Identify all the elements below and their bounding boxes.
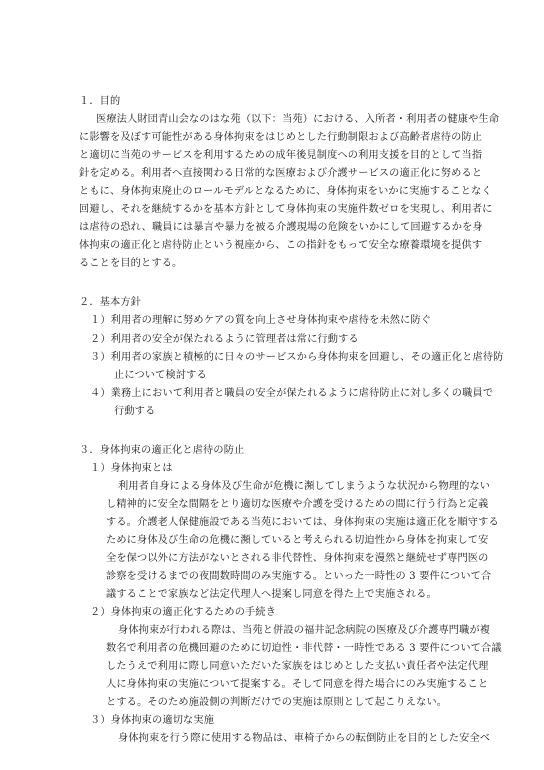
policy-item-continuation: 行動する <box>114 406 156 417</box>
policy-item: ３）利用者の家族と積極的に日々のサービスから身体拘束を回避し、その適正化と虐待防 <box>90 352 504 363</box>
subsection-line: 身体拘束が行われる際は、当苑と併設の福井記念病院の医療及び介護専門職が複 <box>118 625 491 636</box>
subsection-line: 利用者自身による身体及び生命が危機に瀕してしまうような状況から物理的ない <box>118 481 491 492</box>
subsection-line: 議することで家族など法定代理人へ提案し同意を得た上で実施される。 <box>106 589 437 600</box>
paragraph-line: と適切に当苑のサービスを利用するための成年後見制度への利用支援を目的として当指 <box>79 150 483 161</box>
paragraph-line: ることを目的とする。 <box>79 258 183 269</box>
paragraph-line: ともに、身体拘束廃止のロールモデルとなるために、身体拘束をいかに実施することなく <box>79 186 492 197</box>
section-heading-restraint: ３．身体拘束の適正化と虐待の防止 <box>79 445 245 456</box>
paragraph-line: に影響を及ぼす可能性がある身体拘束をはじめとした行動制限および高齢者虐待の防止 <box>79 132 483 143</box>
subsection-title: ３）身体拘束の適切な実施 <box>90 715 215 726</box>
section-heading-purpose: １．目的 <box>79 96 121 107</box>
policy-item-continuation: 止について検討する <box>114 370 207 381</box>
subsection-line: 身体拘束を行う際に使用する物品は、車椅子からの転倒防止を目的とした安全ベ <box>118 733 491 744</box>
subsection-line: 数名で利用者の危機回避のために切迫性・非代替・一時性である 3 要件について合議 <box>106 643 502 654</box>
subsection-line: する。介護老人保健施設である当苑においては、身体拘束の実施は適正化を順守する <box>106 517 499 528</box>
subsection-title: ２）身体拘束の適正化するための手続き <box>90 607 277 618</box>
paragraph-line: は虐待の恐れ、職員には暴言や暴力を被る介護現場の危険をいかにして回避するかを身 <box>79 222 483 233</box>
policy-item: １）利用者の理解に努めケアの質を向上させ身体拘束や虐待を未然に防ぐ <box>90 315 432 326</box>
subsection-line: 人に身体拘束の実施について提案する。そして同意を得た場合にのみ実施すること <box>106 679 489 690</box>
subsection-line: し精神的に安全な間隔をとり適切な医療や介護を受けるための間に行う行為と定義 <box>106 499 489 510</box>
subsection-line: ために身体及び生命の危機に瀕していると考えられる切迫性から身体を拘束して安 <box>106 535 489 546</box>
subsection-line: 全を保つ以外に方法がないとされる非代替性、身体拘束を漫然と継続せず専門医の <box>106 553 489 564</box>
paragraph-line: 針を定める。利用者へ直接関わる日常的な医療および介護サービスの適正化に努めると <box>79 168 483 179</box>
section-heading-policy: ２．基本方針 <box>79 297 142 308</box>
paragraph-line: 医療法人財団青山会なのはな苑（以下：当苑）における、入所者・利用者の健康や生命 <box>96 114 500 125</box>
subsection-line: 診察を受けるまでの夜間数時間のみ実施する。といった一時性の 3 要件について合 <box>106 571 492 582</box>
subsection-title: １）身体拘束とは <box>90 463 173 474</box>
subsection-line: したうえで利用に際し同意いただいた家族をはじめとした支払い責任者や法定代理 <box>106 661 489 672</box>
paragraph-line: 回避し、それを継続するかを基本方針として身体拘束の実施件数ゼロを実現し、利用者に <box>79 204 493 215</box>
paragraph-line: 体拘束の適正化と虐待防止という視座から、この指針をもって安全な療養環境を提供す <box>79 240 483 251</box>
policy-item: ２）利用者の安全が保たれるように管理者は常に行動する <box>90 334 359 345</box>
policy-item: ４）業務上において利用者と職員の安全が保たれるように虐待防止に対し多くの職員で <box>90 388 494 399</box>
subsection-line: とする。そのため施設側の判断だけでの実施は原則として起こりえない。 <box>106 697 448 708</box>
